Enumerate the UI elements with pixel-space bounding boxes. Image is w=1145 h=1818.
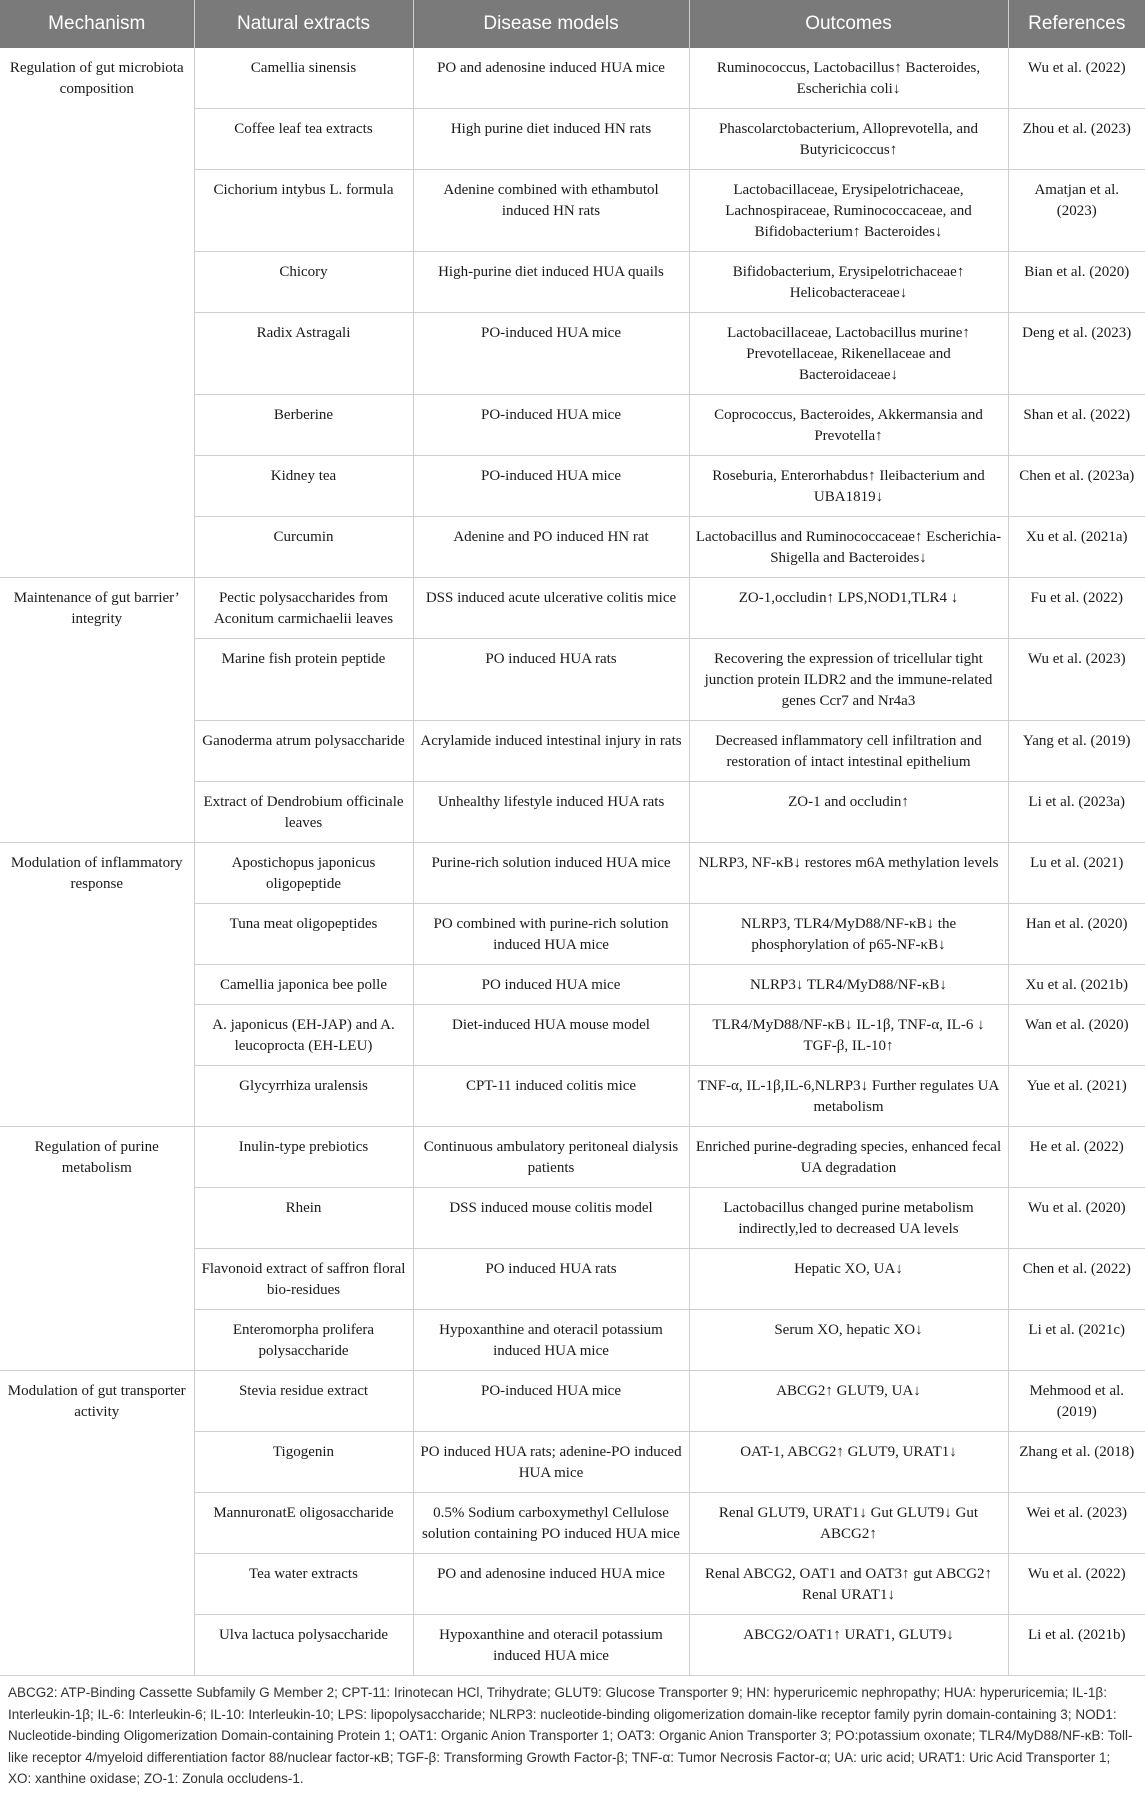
outcome-cell: Roseburia, Enterorhabdus↑ Ileibacterium and UBA1819↓ — [689, 456, 1008, 517]
outcome-cell: ABCG2/OAT1↑ URAT1, GLUT9↓ — [689, 1615, 1008, 1676]
extract-cell: Curcumin — [194, 517, 413, 578]
disease-model-cell: PO combined with purine-rich solution induced HUA mice — [413, 904, 689, 965]
disease-model-cell: High-purine diet induced HUA quails — [413, 252, 689, 313]
outcome-cell: Lactobacillaceae, Erysipelotrichaceae, Lachnospiraceae, Ruminococcaceae, and Bifidobacterium↑ Bacteroides↓ — [689, 170, 1008, 252]
outcome-cell: Lactobacillus changed purine metabolism indirectly,led to decreased UA levels — [689, 1188, 1008, 1249]
disease-model-cell: PO-induced HUA mice — [413, 395, 689, 456]
mechanism-cell: Modulation of inflammatory response — [0, 843, 194, 1127]
reference-cell: Bian et al. (2020) — [1008, 252, 1145, 313]
extract-cell: MannuronatE oligosaccharide — [194, 1493, 413, 1554]
disease-model-cell: DSS induced mouse colitis model — [413, 1188, 689, 1249]
reference-cell: Chen et al. (2022) — [1008, 1249, 1145, 1310]
outcome-cell: Enriched purine-degrading species, enhanced fecal UA degradation — [689, 1127, 1008, 1188]
table-footnote: ABCG2: ATP-Binding Cassette Subfamily G Member 2; CPT-11: Irinotecan HCl, Trihydrate; GLUT9: Glucose Transporter 9; HN: hyperuricemic nephropathy; HUA: hyperuricemia; IL-1β: Interleukin-1β; IL-6: Interleukin-6; IL-10: Interleukin-10; LPS: lipopolysaccharide; NLRP3: nucleotide-binding oligomerization domain-like receptor family pyrin domain-containing 3; NOD1: Nucleotide-binding Oligomerization Domain-containing Protein 1; OAT1: Organic Anion Transporter 1; OAT3: Organic Anion Transporter 3; PO:potassium oxonate; TLR4/MyD88/NF-κB: Toll-like receptor 4/myeloid differentiation factor 88/nuclear factor-κB; TGF-β: Transforming Growth Factor-β; TNF-α: Tumor Necrosis Factor-α; UA: uric acid; URAT1: Uric Acid Transporter 1; XO: xanthine oxidase; ZO-1: Zonula occludens-1. — [8, 1685, 1133, 1786]
extract-cell: Camellia sinensis — [194, 48, 413, 109]
disease-model-cell: Unhealthy lifestyle induced HUA rats — [413, 782, 689, 843]
disease-model-cell: Acrylamide induced intestinal injury in rats — [413, 721, 689, 782]
outcome-cell: NLRP3, TLR4/MyD88/NF-κB↓ the phosphorylation of p65-NF-κB↓ — [689, 904, 1008, 965]
extract-cell: Berberine — [194, 395, 413, 456]
extract-cell: Marine fish protein peptide — [194, 639, 413, 721]
reference-cell: Li et al. (2023a) — [1008, 782, 1145, 843]
mechanism-cell: Regulation of gut microbiota composition — [0, 48, 194, 578]
outcome-cell: Serum XO, hepatic XO↓ — [689, 1310, 1008, 1371]
disease-model-cell: PO and adenosine induced HUA mice — [413, 48, 689, 109]
table-row — [0, 578, 1145, 639]
table-row — [0, 843, 1145, 904]
outcome-cell: ABCG2↑ GLUT9, UA↓ — [689, 1371, 1008, 1432]
reference-cell: Xu et al. (2021a) — [1008, 517, 1145, 578]
disease-model-cell: PO induced HUA mice — [413, 965, 689, 1005]
disease-model-cell: PO-induced HUA mice — [413, 313, 689, 395]
extract-cell: Pectic polysaccharides from Aconitum carmichaelii leaves — [194, 578, 413, 639]
reference-cell: Deng et al. (2023) — [1008, 313, 1145, 395]
reference-cell: Shan et al. (2022) — [1008, 395, 1145, 456]
extract-cell: Radix Astragali — [194, 313, 413, 395]
extract-cell: Ganoderma atrum polysaccharide — [194, 721, 413, 782]
mechanism-cell: Modulation of gut transporter activity — [0, 1371, 194, 1676]
reference-cell: Xu et al. (2021b) — [1008, 965, 1145, 1005]
extract-cell: Tigogenin — [194, 1432, 413, 1493]
header-mechanism: Mechanism — [0, 0, 194, 48]
disease-model-cell: DSS induced acute ulcerative colitis mice — [413, 578, 689, 639]
extract-cell: Rhein — [194, 1188, 413, 1249]
outcome-cell: Recovering the expression of tricellular tight junction protein ILDR2 and the immune-related genes Ccr7 and Nr4a3 — [689, 639, 1008, 721]
reference-cell: Yang et al. (2019) — [1008, 721, 1145, 782]
reference-cell: Li et al. (2021b) — [1008, 1615, 1145, 1676]
extract-cell: Coffee leaf tea extracts — [194, 109, 413, 170]
extract-cell: Glycyrrhiza uralensis — [194, 1066, 413, 1127]
reference-cell: Wu et al. (2023) — [1008, 639, 1145, 721]
reference-cell: Wu et al. (2022) — [1008, 48, 1145, 109]
reference-cell: Zhang et al. (2018) — [1008, 1432, 1145, 1493]
header-outcomes: Outcomes — [689, 0, 1008, 48]
extract-cell: A. japonicus (EH-JAP) and A. leucoprocta (EH-LEU) — [194, 1005, 413, 1066]
reference-cell: Wu et al. (2020) — [1008, 1188, 1145, 1249]
disease-model-cell: Diet-induced HUA mouse model — [413, 1005, 689, 1066]
disease-model-cell: PO induced HUA rats; adenine-PO induced HUA mice — [413, 1432, 689, 1493]
extract-cell: Enteromorpha prolifera polysaccharide — [194, 1310, 413, 1371]
extract-cell: Tea water extracts — [194, 1554, 413, 1615]
outcome-cell: NLRP3, NF-κB↓ restores m6A methylation levels — [689, 843, 1008, 904]
mechanism-cell: Maintenance of gut barrier’ integrity — [0, 578, 194, 843]
outcome-cell: NLRP3↓ TLR4/MyD88/NF-κB↓ — [689, 965, 1008, 1005]
extract-cell: Stevia residue extract — [194, 1371, 413, 1432]
outcome-cell: TNF-α, IL-1β,IL-6,NLRP3↓ Further regulates UA metabolism — [689, 1066, 1008, 1127]
reference-cell: Amatjan et al. (2023) — [1008, 170, 1145, 252]
outcome-cell: ZO-1,occludin↑ LPS,NOD1,TLR4 ↓ — [689, 578, 1008, 639]
table-body — [0, 48, 1145, 1676]
extract-cell: Flavonoid extract of saffron floral bio-residues — [194, 1249, 413, 1310]
header-natural-extracts: Natural extracts — [194, 0, 413, 48]
extract-cell: Extract of Dendrobium officinale leaves — [194, 782, 413, 843]
disease-model-cell: Adenine combined with ethambutol induced HN rats — [413, 170, 689, 252]
table-row — [0, 48, 1145, 109]
reference-cell: Yue et al. (2021) — [1008, 1066, 1145, 1127]
disease-model-cell: PO-induced HUA mice — [413, 456, 689, 517]
reference-cell: Fu et al. (2022) — [1008, 578, 1145, 639]
table-row — [0, 1371, 1145, 1432]
header-disease-models: Disease models — [413, 0, 689, 48]
reference-cell: Wan et al. (2020) — [1008, 1005, 1145, 1066]
extract-cell: Inulin-type prebiotics — [194, 1127, 413, 1188]
disease-model-cell: PO-induced HUA mice — [413, 1371, 689, 1432]
extract-cell: Ulva lactuca polysaccharide — [194, 1615, 413, 1676]
outcome-cell: Coprococcus, Bacteroides, Akkermansia and Prevotella↑ — [689, 395, 1008, 456]
outcome-cell: Hepatic XO, UA↓ — [689, 1249, 1008, 1310]
reference-cell: Chen et al. (2023a) — [1008, 456, 1145, 517]
reference-cell: Zhou et al. (2023) — [1008, 109, 1145, 170]
extract-cell: Cichorium intybus L. formula — [194, 170, 413, 252]
outcome-cell: OAT-1, ABCG2↑ GLUT9, URAT1↓ — [689, 1432, 1008, 1493]
outcome-cell: Ruminococcus, Lactobacillus↑ Bacteroides, Escherichia coli↓ — [689, 48, 1008, 109]
reference-cell: Han et al. (2020) — [1008, 904, 1145, 965]
table-row — [0, 1127, 1145, 1188]
disease-model-cell: PO induced HUA rats — [413, 639, 689, 721]
disease-model-cell: 0.5% Sodium carboxymethyl Cellulose solution containing PO induced HUA mice — [413, 1493, 689, 1554]
table-header — [0, 0, 1145, 48]
reference-cell: He et al. (2022) — [1008, 1127, 1145, 1188]
reference-cell: Mehmood et al. (2019) — [1008, 1371, 1145, 1432]
extract-cell: Tuna meat oligopeptides — [194, 904, 413, 965]
disease-model-cell: PO induced HUA rats — [413, 1249, 689, 1310]
outcome-cell: Lactobacillaceae, Lactobacillus murine↑ Prevotellaceae, Rikenellaceae and Bacteroidaceae↓ — [689, 313, 1008, 395]
reference-cell: Lu et al. (2021) — [1008, 843, 1145, 904]
outcome-cell: TLR4/MyD88/NF-κB↓ IL-1β, TNF-α, IL-6 ↓ TGF-β, IL-10↑ — [689, 1005, 1008, 1066]
extract-cell: Chicory — [194, 252, 413, 313]
outcome-cell: Phascolarctobacterium, Alloprevotella, and Butyricicoccus↑ — [689, 109, 1008, 170]
outcome-cell: ZO-1 and occludin↑ — [689, 782, 1008, 843]
disease-model-cell: High purine diet induced HN rats — [413, 109, 689, 170]
extract-cell: Camellia japonica bee polle — [194, 965, 413, 1005]
disease-model-cell: PO and adenosine induced HUA mice — [413, 1554, 689, 1615]
disease-model-cell: Purine-rich solution induced HUA mice — [413, 843, 689, 904]
disease-model-cell: Hypoxanthine and oteracil potassium induced HUA mice — [413, 1310, 689, 1371]
outcome-cell: Renal GLUT9, URAT1↓ Gut GLUT9↓ Gut ABCG2↑ — [689, 1493, 1008, 1554]
outcome-cell: Lactobacillus and Ruminococcaceae↑ Escherichia-Shigella and Bacteroides↓ — [689, 517, 1008, 578]
disease-model-cell: Hypoxanthine and oteracil potassium induced HUA mice — [413, 1615, 689, 1676]
disease-model-cell: Adenine and PO induced HN rat — [413, 517, 689, 578]
mechanism-cell: Regulation of purine metabolism — [0, 1127, 194, 1371]
extract-cell: Kidney tea — [194, 456, 413, 517]
reference-cell: Wei et al. (2023) — [1008, 1493, 1145, 1554]
outcome-cell: Bifidobacterium, Erysipelotrichaceae↑ Helicobacteraceae↓ — [689, 252, 1008, 313]
extract-cell: Apostichopus japonicus oligopeptide — [194, 843, 413, 904]
disease-model-cell: Continuous ambulatory peritoneal dialysis patients — [413, 1127, 689, 1188]
reference-cell: Wu et al. (2022) — [1008, 1554, 1145, 1615]
reference-cell: Li et al. (2021c) — [1008, 1310, 1145, 1371]
outcome-cell: Decreased inflammatory cell infiltration and restoration of intact intestinal epithelium — [689, 721, 1008, 782]
disease-model-cell: CPT-11 induced colitis mice — [413, 1066, 689, 1127]
header-references: References — [1008, 0, 1145, 48]
outcome-cell: Renal ABCG2, OAT1 and OAT3↑ gut ABCG2↑ Renal URAT1↓ — [689, 1554, 1008, 1615]
